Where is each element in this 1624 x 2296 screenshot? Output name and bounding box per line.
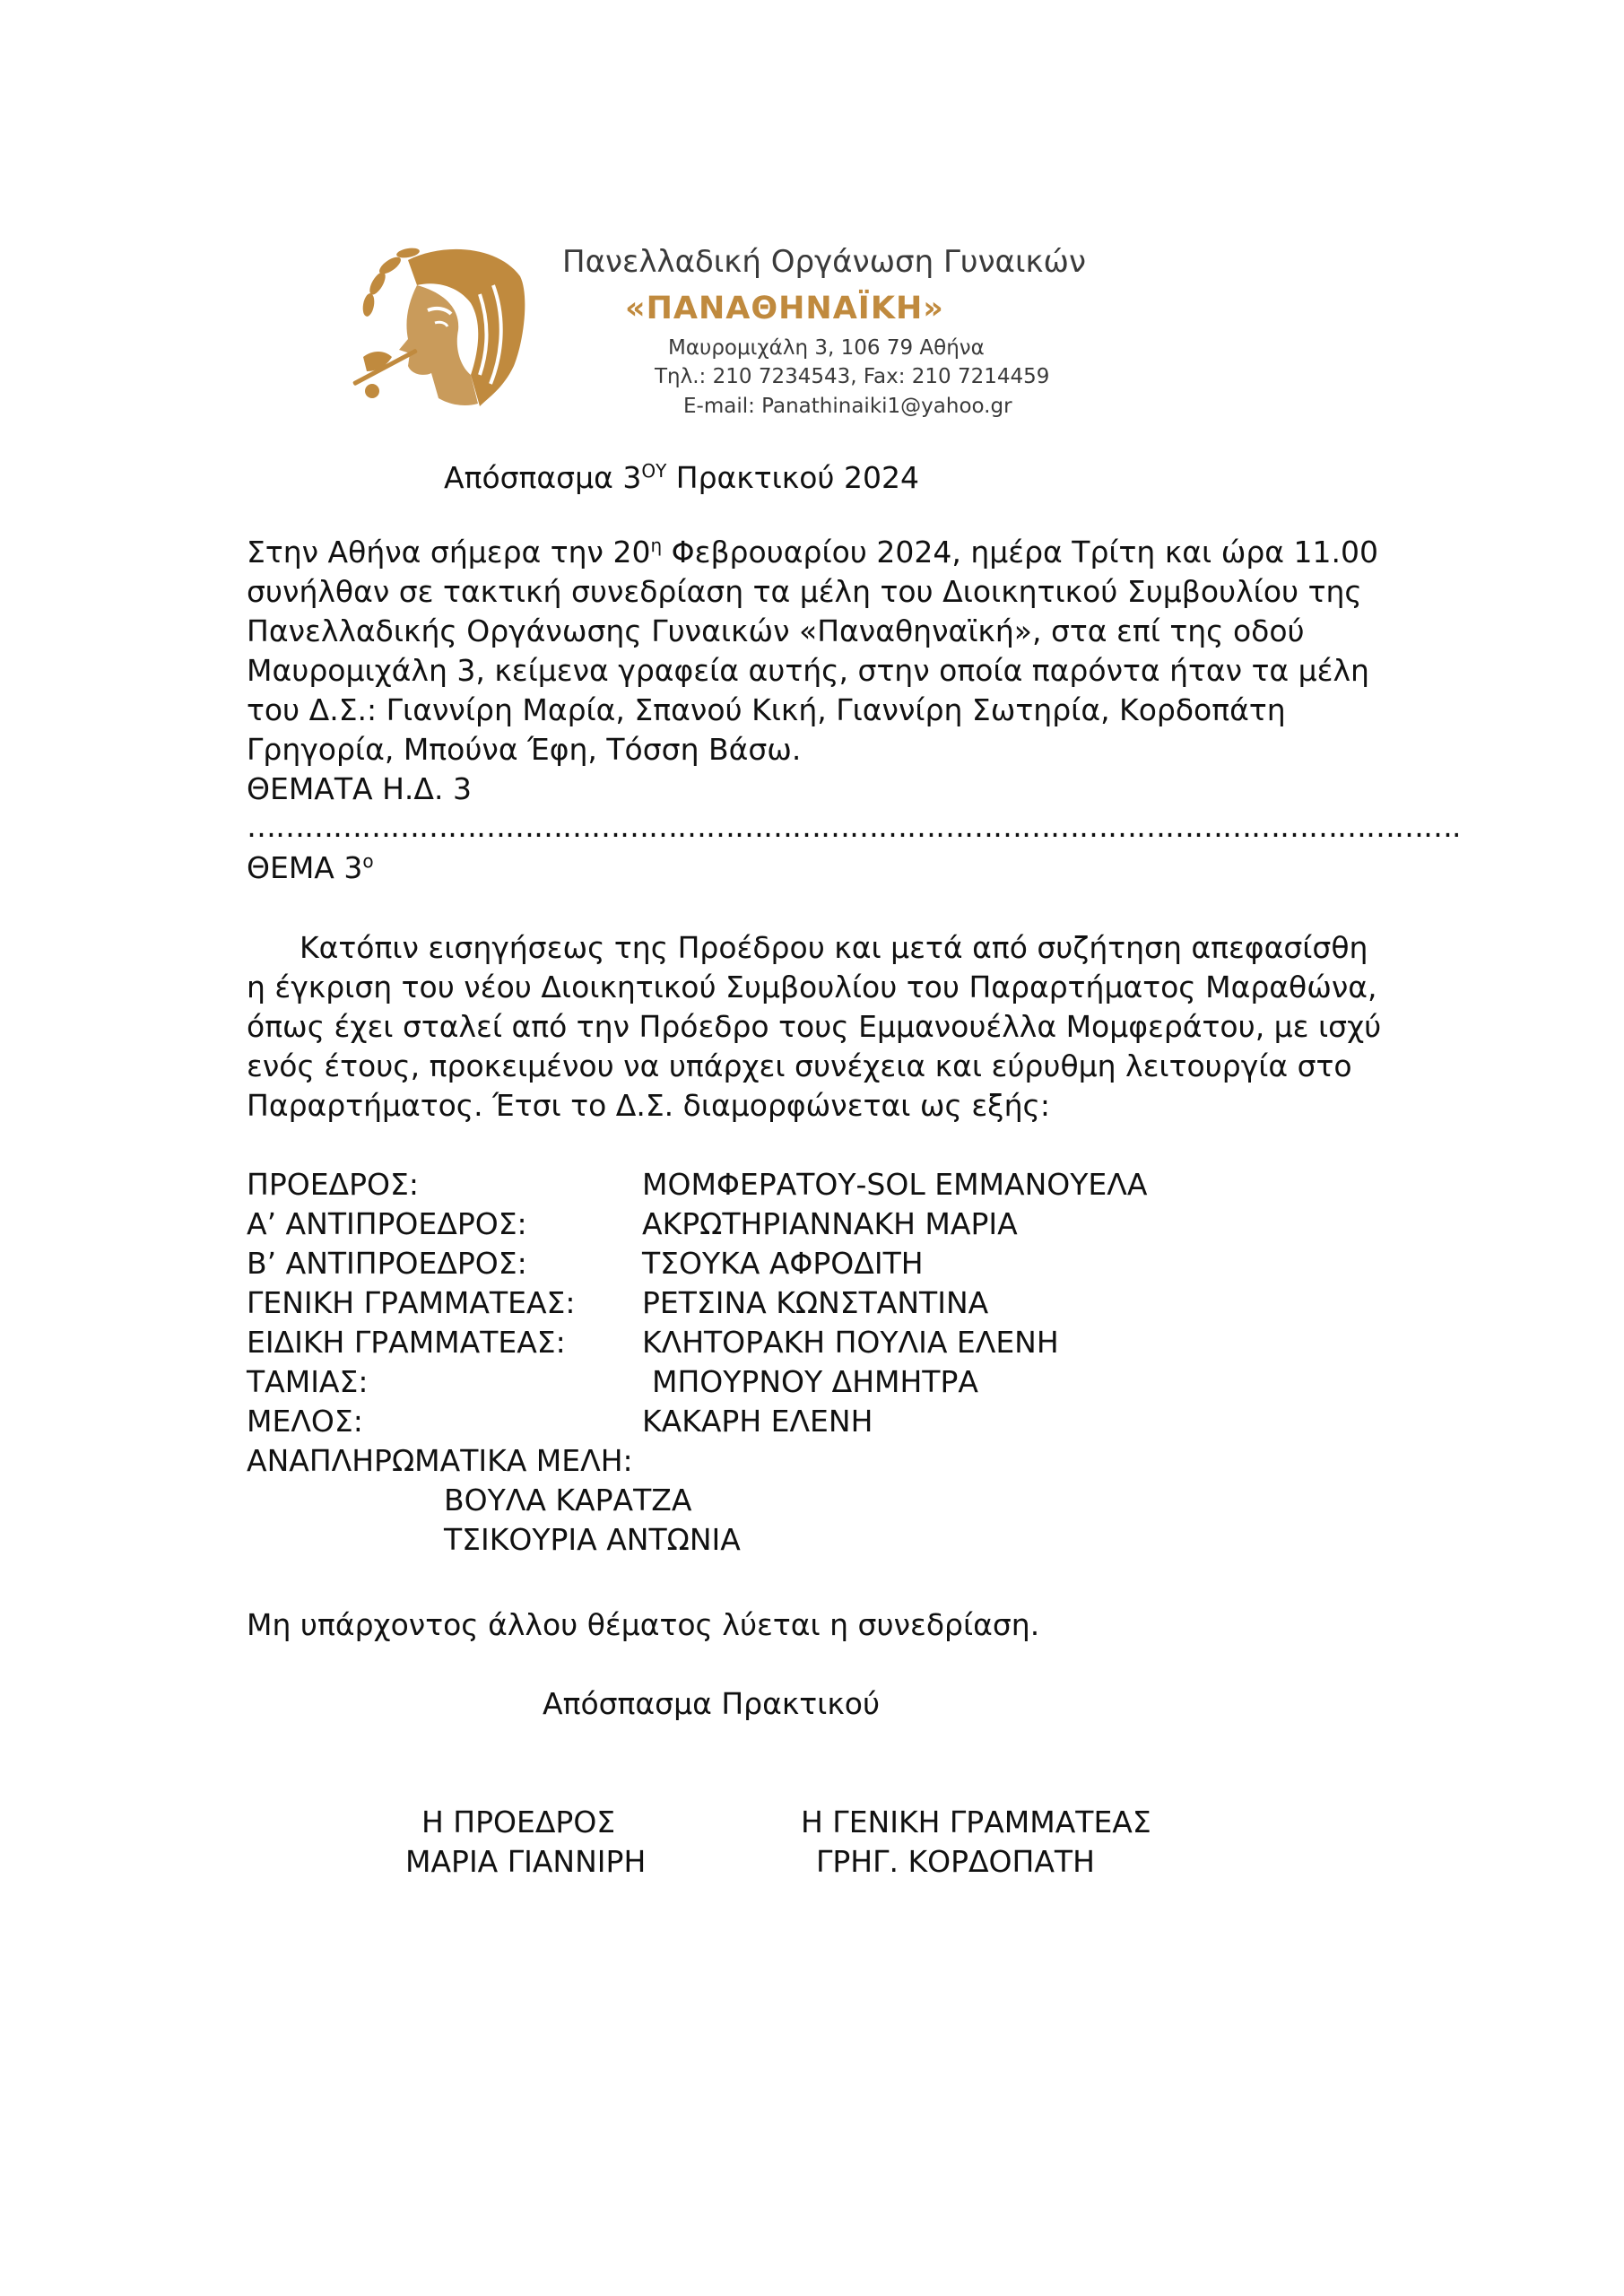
- alternate-member: ΤΣΙΚΟΥΡΙΑ ΑΝΤΩΝΙΑ: [444, 1522, 741, 1557]
- title-sup: ΟΥ: [641, 460, 667, 482]
- secretary-name: ΓΡΗΓ. ΚΟΡΔΟΠΑΤΗ: [816, 1844, 1095, 1879]
- board-role: ΕΙΔΙΚΗ ΓΡΑΜΜΑΤΕΑΣ:: [247, 1325, 566, 1360]
- board-role: Β’ ΑΝΤΙΠΡΟΕΔΡΟΣ:: [247, 1246, 527, 1281]
- decision-line-1: Κατόπιν εισηγήσεως της Προέδρου και μετά από συζήτηση απεφασίσθη: [300, 930, 1368, 965]
- intro-line-6: Γρηγορία, Μπούνα Έφη, Τόσση Βάσω.: [247, 732, 802, 767]
- topic-sup: ο: [362, 850, 374, 872]
- title-suffix: Πρακτικού 2024: [666, 460, 919, 495]
- intro-line-4: Μαυρομιχάλη 3, κείμενα γραφεία αυτής, στην οποία παρόντα ήταν τα μέλη: [247, 653, 1369, 688]
- board-role: Α’ ΑΝΤΙΠΡΟΕΔΡΟΣ:: [247, 1206, 527, 1241]
- intro-line-3: Πανελλαδικής Οργάνωσης Γυναικών «Παναθηναϊκή», στα επί της οδού: [247, 613, 1305, 648]
- intro-line-5: του Δ.Σ.: Γιαννίρη Μαρία, Σπανού Κική, Γιαννίρη Σωτηρία, Κορδοπάτη: [247, 692, 1286, 727]
- organization-address: Μαυρομιχάλη 3, 106 79 Αθήνα: [668, 336, 985, 360]
- intro-line-1: [247, 533, 1378, 572]
- decision-line-4: ενός έτους, προκειμένου να υπάρχει συνέχεια και εύρυθμη λειτουργία στο: [247, 1048, 1352, 1083]
- alternates-label: ΑΝΑΠΛΗΡΩΜΑΤΙΚΑ ΜΕΛΗ:: [247, 1443, 633, 1478]
- board-member: ΡΕΤΣΙΝΑ ΚΩΝΣΤΑΝΤΙΝΑ: [642, 1285, 989, 1320]
- decision-line-5: Παραρτήματος. Έτσι το Δ.Σ. διαμορφώνεται ως εξής:: [247, 1088, 1050, 1123]
- organization-brand: «ΠΑΝΑΘΗΝΑΪΚΗ»: [625, 291, 944, 326]
- organization-phone-fax: Τηλ.: 210 7234543, Fax: 210 7214459: [655, 365, 1050, 388]
- organization-email: E-mail: Panathinaiki1@yahoo.gr: [683, 395, 1012, 418]
- secretary-title: Η ΓΕΝΙΚΗ ΓΡΑΜΜΑΤΕΑΣ: [801, 1805, 1151, 1839]
- board-member: ΑΚΡΩΤΗΡΙΑΝΝΑΚΗ ΜΑΡΙΑ: [642, 1206, 1018, 1241]
- decision-line-3: όπως έχει σταλεί από την Πρόεδρο τους Εμμανουέλλα Μομφεράτου, με ισχύ: [247, 1009, 1382, 1044]
- board-role: ΤΑΜΙΑΣ:: [247, 1364, 369, 1399]
- dotted-separator: ……………………………………………………………………………………………………………….: [247, 809, 1461, 844]
- intro-line-2: συνήλθαν σε τακτική συνεδρίαση τα μέλη του Διοικητικού Συμβουλίου της: [247, 574, 1362, 609]
- athena-head-logo-icon: [345, 240, 534, 420]
- board-member: ΚΛΗΤΟΡΑΚΗ ΠΟΥΛΙΑ ΕΛΕΝΗ: [642, 1325, 1059, 1360]
- board-member: ΜΠΟΥΡΝΟΥ ΔΗΜΗΤΡΑ: [652, 1364, 978, 1399]
- alternate-member: ΒΟΥΛΑ ΚΑΡΑΤΖΑ: [444, 1483, 692, 1518]
- extract-label: Απόσπασμα Πρακτικού: [543, 1686, 881, 1721]
- board-role: ΠΡΟΕΔΡΟΣ:: [247, 1167, 419, 1202]
- organization-name: Πανελλαδική Οργάνωση Γυναικών: [562, 244, 1086, 280]
- intro-line-1-sup: η: [650, 535, 663, 556]
- board-member: ΚΑΚΑΡΗ ΕΛΕΝΗ: [642, 1404, 873, 1439]
- president-title: Η ΠΡΟΕΔΡΟΣ: [421, 1805, 616, 1839]
- closing-statement: Μη υπάρχοντος άλλου θέματος λύεται η συνεδρίαση.: [247, 1607, 1040, 1642]
- president-name: ΜΑΡΙΑ ΓΙΑΝΝΙΡΗ: [405, 1844, 647, 1879]
- agenda-heading: ΘΕΜΑΤΑ Η.Δ. 3: [247, 771, 472, 806]
- decision-line-2: η έγκριση του νέου Διοικητικού Συμβουλίου του Παραρτήματος Μαραθώνα,: [247, 970, 1377, 1004]
- board-role: ΓΕΝΙΚΗ ΓΡΑΜΜΑΤΕΑΣ:: [247, 1285, 576, 1320]
- board-member: ΤΣΟΥΚΑ ΑΦΡΟΔΙΤΗ: [642, 1246, 924, 1281]
- topic-prefix: ΘΕΜΑ 3: [247, 850, 363, 885]
- intro-line-1-b: Φεβρουαρίου 2024, ημέρα Τρίτη και ώρα 11.00: [662, 535, 1378, 570]
- intro-line-1-a: Στην Αθήνα σήμερα την 20: [247, 535, 651, 570]
- title-prefix: Απόσπασμα 3: [444, 460, 642, 495]
- board-member: ΜΟΜΦΕΡΑΤΟΥ-SOL ΕΜΜΑΝΟΥΕΛΑ: [642, 1167, 1148, 1202]
- board-role: ΜΕΛΟΣ:: [247, 1404, 363, 1439]
- topic-heading: [247, 848, 374, 888]
- document-title: [444, 458, 919, 498]
